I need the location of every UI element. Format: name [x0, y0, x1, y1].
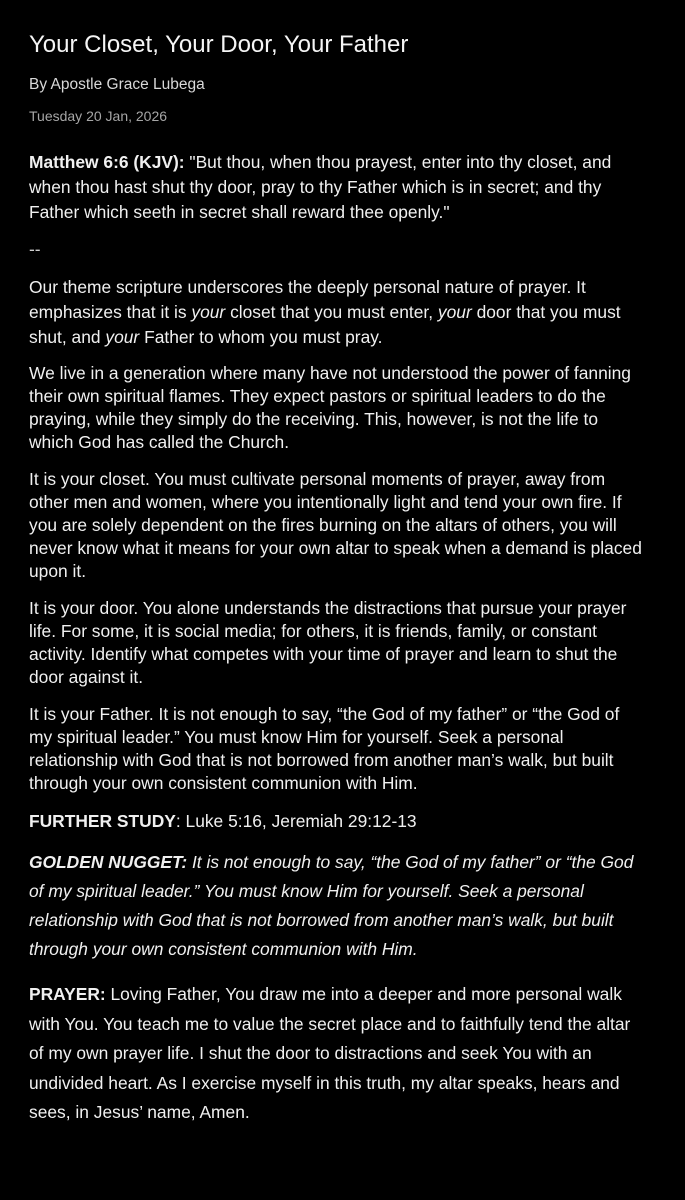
golden-nugget-label: GOLDEN NUGGET:: [29, 852, 188, 872]
scripture-text: "But thou, when thou prayest, enter into thy closet, and when thou hast shut thy door, pray to thy Father which is in secret; and thy Father which seeth in secret shall reward thee openly.": [29, 152, 612, 222]
separator: --: [29, 239, 41, 259]
prayer-label: PRAYER:: [29, 984, 106, 1004]
further-study-label: FURTHER STUDY: [29, 811, 176, 831]
prayer-text: Loving Father, You draw me into a deeper and more personal walk with You. You teach me to value the secret place and to faithfully tend the altar of my own prayer life. I shut the door to distractions and seek You with an undivided heart. As I exercise myself in this truth, my altar speaks, hears and sees, in Jesus’ name, Amen.: [29, 984, 631, 1122]
scripture-reference: Matthew 6:6 (KJV):: [29, 152, 185, 172]
author-line: By Apostle Grace Lubega: [29, 76, 205, 93]
theme-scripture: [29, 150, 647, 225]
emphasis-your: your: [437, 302, 472, 322]
further-study: [29, 809, 647, 833]
emphasis-your: your: [105, 327, 140, 347]
paragraph-generation: We live in a generation where many have not understood the power of fanning their own spiritual flames. They expect pastors or spiritual leaders to do the praying, while they simply do the receiving. This, however, is not the life to which God has called the Church.: [29, 363, 631, 452]
paragraph-closet: It is your closet. You must cultivate personal moments of prayer, away from other men and women, where you intentionally light and tend your own fire. If you are solely dependent on the fires burning on the altars of others, you will never know what it means for your own altar to speak when a demand is placed upon it.: [29, 469, 642, 581]
golden-nugget: [29, 848, 647, 964]
golden-nugget-text: It is not enough to say, “the God of my father” or “the God of my spiritual leader.” You must know Him for yourself. Seek a personal relationship with God that is not borrowed from another man’s walk, but built through your own consistent communion with Him.: [29, 852, 634, 959]
paragraph-theme: [29, 275, 647, 350]
emphasis-your: your: [191, 302, 226, 322]
further-study-refs: : Luke 5:16, Jeremiah 29:12-13: [175, 811, 417, 831]
paragraph-father: It is your Father. It is not enough to say, “the God of my father” or “the God of my spiritual leader.” You must know Him for yourself. Seek a personal relationship with God that is not borrowed from another man’s walk, but built through your own consistent communion with Him.: [29, 704, 620, 793]
paragraph-text: closet that you must enter,: [225, 302, 438, 322]
publish-date: Tuesday 20 Jan, 2026: [29, 108, 168, 124]
paragraph-door: It is your door. You alone understands the distractions that pursue your prayer life. For some, it is social media; for others, it is friends, family, or constant activity. Identify what competes with your time of prayer and learn to shut the door against it.: [29, 598, 627, 687]
paragraph-text: Father to whom you must pray.: [139, 327, 383, 347]
paragraph-text: Our theme scripture underscores the deeply personal nature of prayer. It emphasizes that it is: [29, 277, 586, 322]
page-title: Your Closet, Your Door, Your Father: [29, 31, 409, 58]
article-body: [29, 150, 647, 1128]
prayer: [29, 980, 647, 1128]
paragraph-text: door that you must shut, and: [29, 302, 621, 347]
